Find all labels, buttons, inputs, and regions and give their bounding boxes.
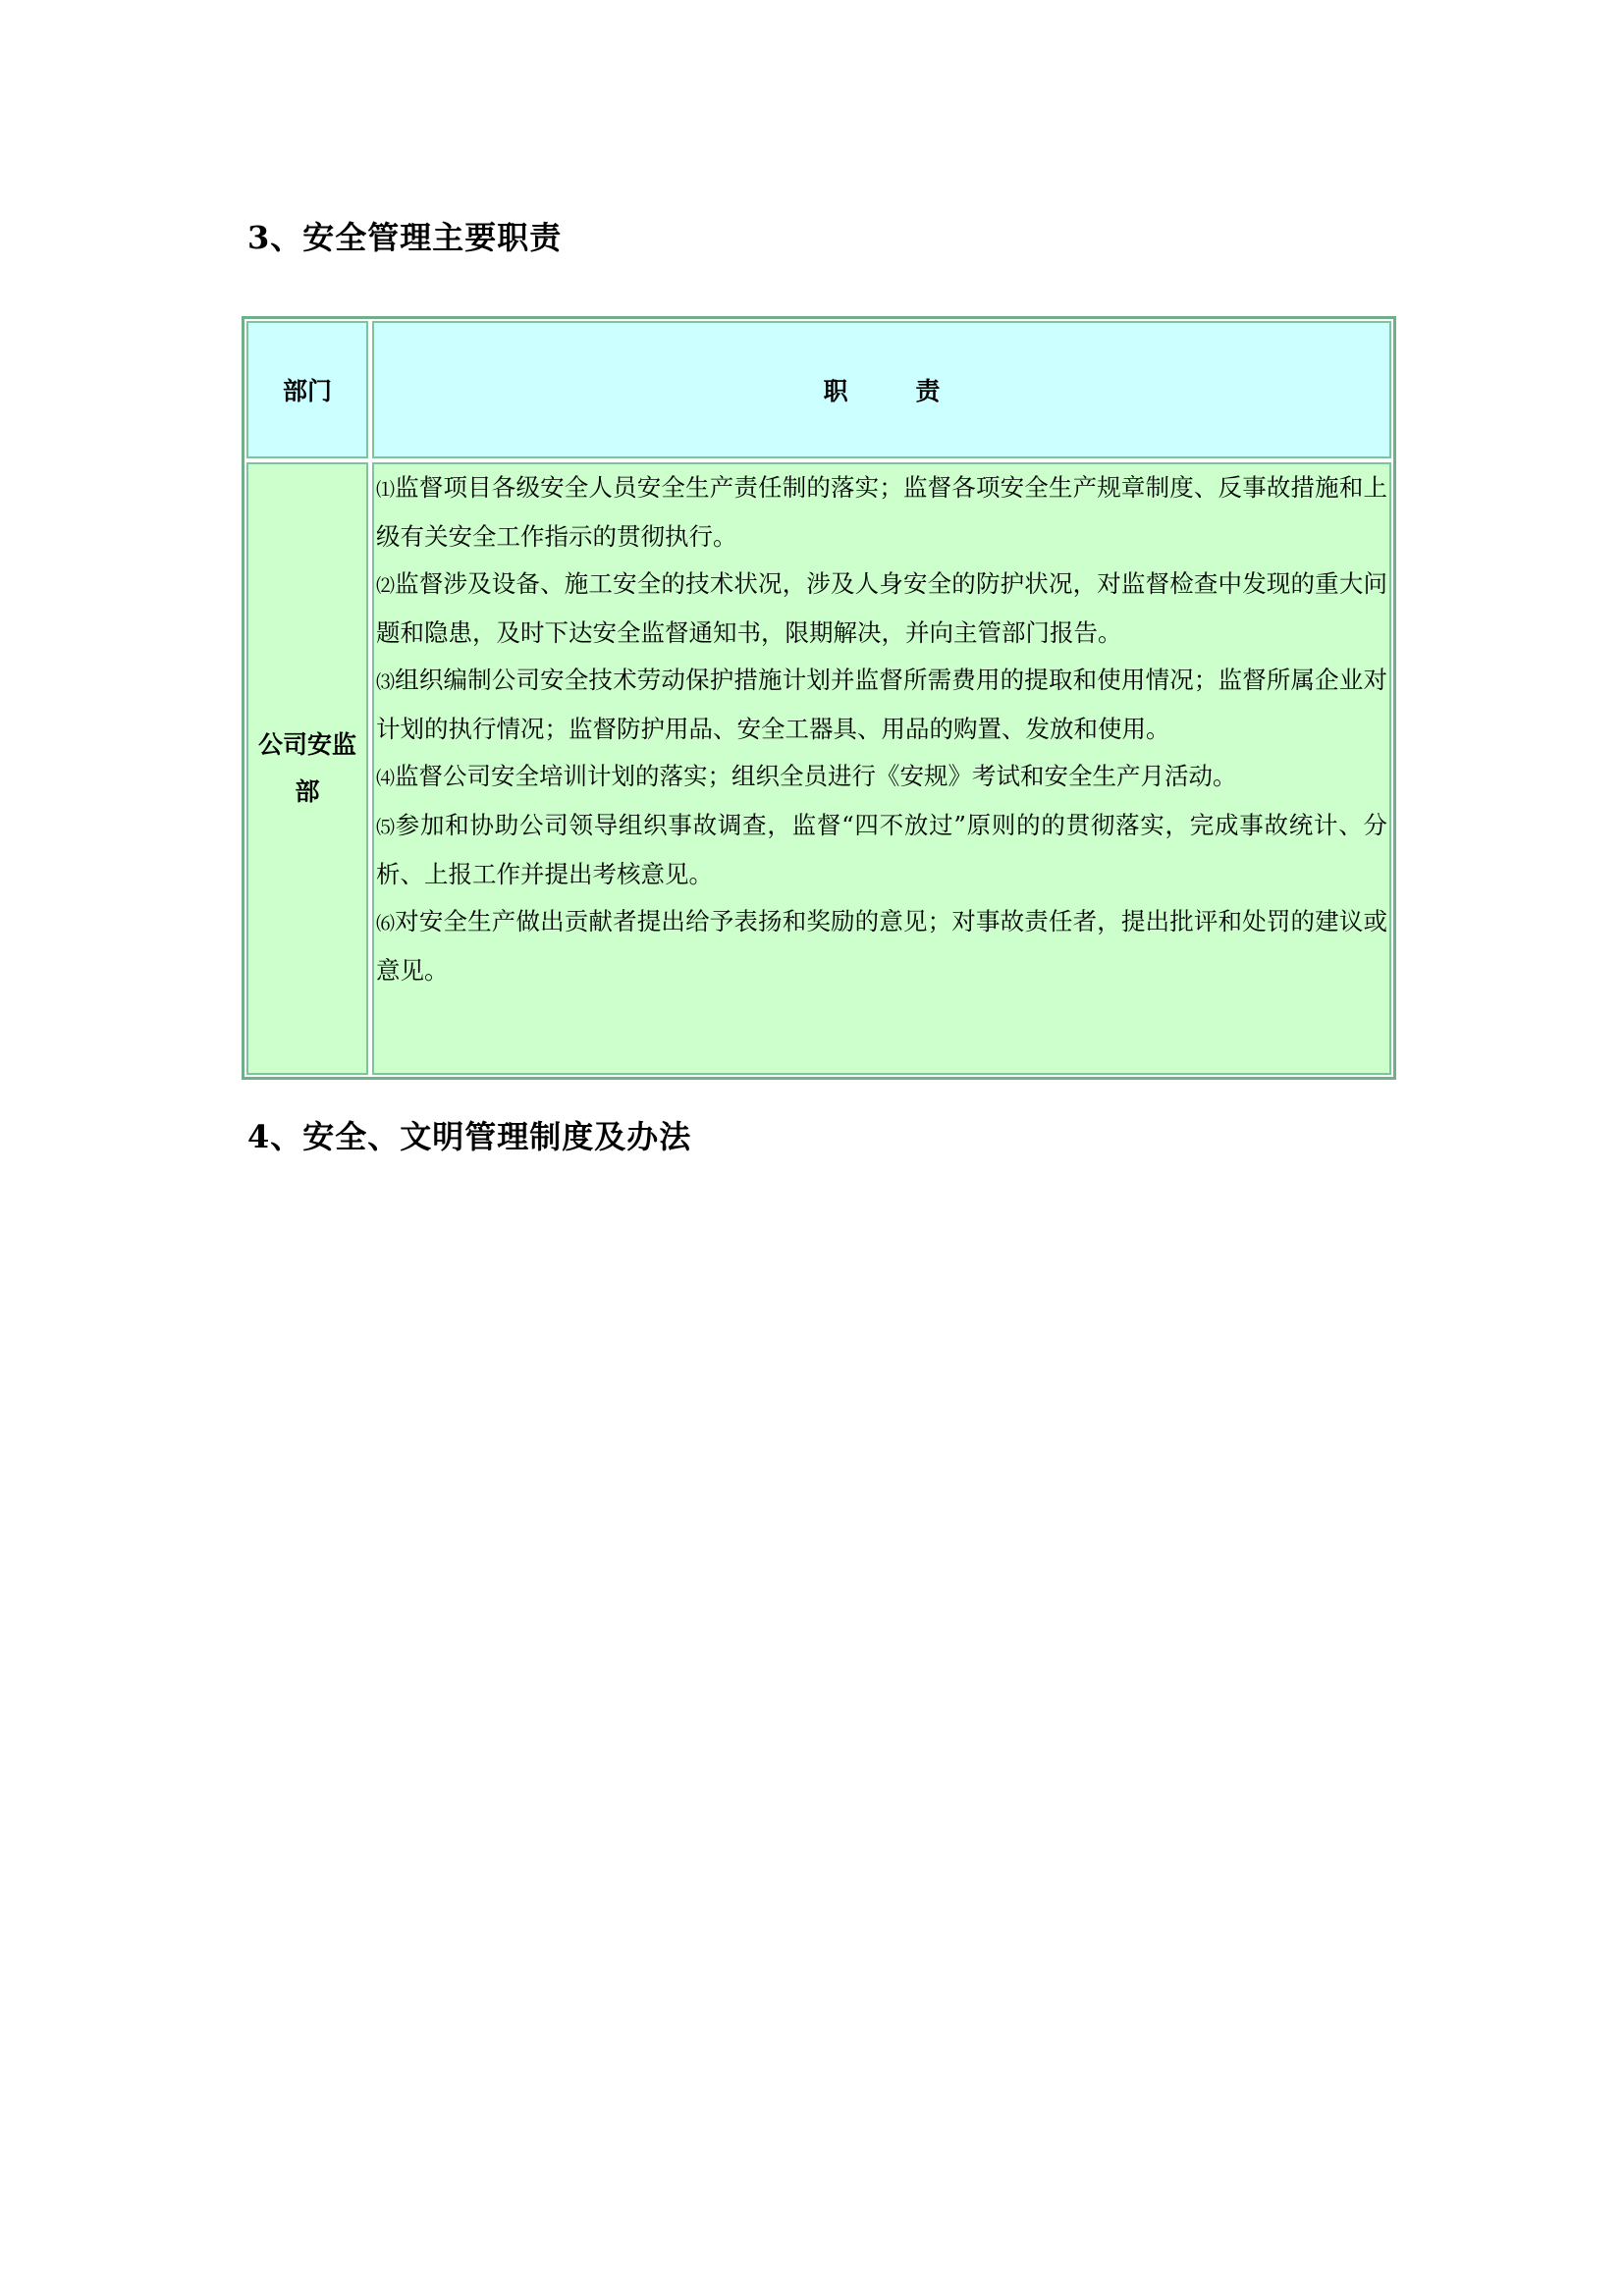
duty-text: 对安全生产做出贡献者提出给予表扬和奖励的意见；对事故责任者，提出批评和处罚的建议或意见。 bbox=[376, 907, 1387, 985]
duty-number: ⑹ bbox=[376, 913, 396, 934]
duty-text: 组织编制公司安全技术劳动保护措施计划并监督所需费用的提取和使用情况；监督所属企业对计划的执行情况；监督防护用品、安全工器具、用品的购置、发放和使用。 bbox=[376, 666, 1387, 743]
duty-number: ⑸ bbox=[376, 817, 396, 838]
duty-item-6 bbox=[376, 898, 1387, 994]
duty-item-4 bbox=[376, 753, 1387, 802]
duty-text: 监督项目各级安全人员安全生产责任制的落实；监督各项安全生产规章制度、反事故措施和上级有关安全工作指示的贯彻执行。 bbox=[376, 473, 1387, 551]
duty-list bbox=[374, 464, 1389, 994]
header-label-department: 部门 bbox=[282, 377, 332, 405]
duty-text: 监督涉及设备、施工安全的技术状况，涉及人身安全的防护状况，对监督检查中发现的重大问题和隐患，及时下达安全监督通知书，限期解决，并向主管部门报告。 bbox=[376, 569, 1387, 647]
header-label-duties: 职 责 bbox=[823, 377, 970, 405]
department-name: 公司安监部 bbox=[257, 730, 356, 806]
section-heading-3: 3、安全管理主要职责 bbox=[247, 219, 563, 256]
header-cell-department bbox=[246, 321, 368, 458]
duty-text: 监督公司安全培训计划的落实；组织全员进行《安规》考试和安全生产月活动。 bbox=[395, 762, 1237, 790]
duty-item-3 bbox=[376, 657, 1387, 753]
header-cell-duties bbox=[372, 321, 1391, 458]
duty-item-1 bbox=[376, 464, 1387, 561]
duties-cell bbox=[372, 462, 1391, 1075]
duty-item-2 bbox=[376, 561, 1387, 657]
duties-table bbox=[242, 316, 1396, 1080]
duty-number: ⑶ bbox=[376, 671, 396, 693]
section-heading-4: 4、安全、文明管理制度及办法 bbox=[247, 1118, 692, 1155]
duty-item-5 bbox=[376, 802, 1387, 898]
duty-number: ⑴ bbox=[376, 479, 396, 501]
duty-text: 参加和协助公司领导组织事故调查，监督“四不放过”原则的的贯彻落实，完成事故统计、分析、上报工作并提出考核意见。 bbox=[376, 811, 1387, 888]
department-cell bbox=[246, 462, 368, 1075]
duty-number: ⑵ bbox=[376, 575, 396, 597]
duty-number: ⑷ bbox=[376, 768, 396, 789]
